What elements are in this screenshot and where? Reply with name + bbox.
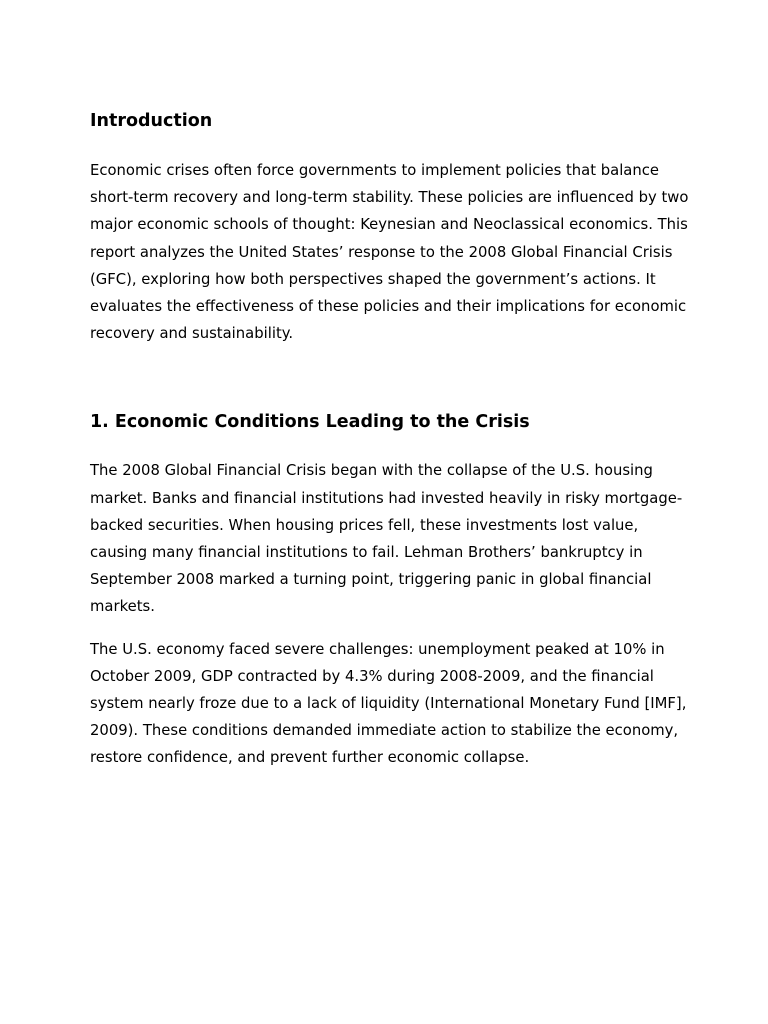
section-1-paragraph-2: The U.S. economy faced severe challenges: unemployment peaked at 10% in October 2009, GDP contracted by 4.3% during 2008-2009, and the financial system nearly froze due to a lack of liquidity (International Monetary Fund [IMF], 2009). These conditions demanded immediate action to stabilize the economy, restore confidence, and prevent further economic collapse. bbox=[90, 640, 687, 767]
intro-paragraph: Economic crises often force governments to implement policies that balance short-term recovery and long-term stability. These policies are influenced by two major economic schools of thought: Keynesian and Neoclassical economics. This report analyzes the United States’ response to the 2008 Global Financial Crisis (GFC), exploring how both perspectives shaped the government’s actions. It evaluates the effectiveness of these policies and their implications for economic recovery and sustainability. bbox=[90, 162, 689, 343]
section-1-heading: 1. Economic Conditions Leading to the Crisis bbox=[90, 412, 530, 433]
intro-heading: Introduction bbox=[90, 111, 213, 131]
section-1-paragraph-1: The 2008 Global Financial Crisis began with the collapse of the U.S. housing market. Banks and financial institutions had invested heavily in risky mortgage-backed securities. When housing prices fell, these investments lost value, causing many financial institutions to fail. Lehman Brothers’ bankruptcy in September 2008 marked a turning point, triggering panic in global financial markets. bbox=[90, 462, 683, 616]
document-body bbox=[90, 108, 690, 772]
